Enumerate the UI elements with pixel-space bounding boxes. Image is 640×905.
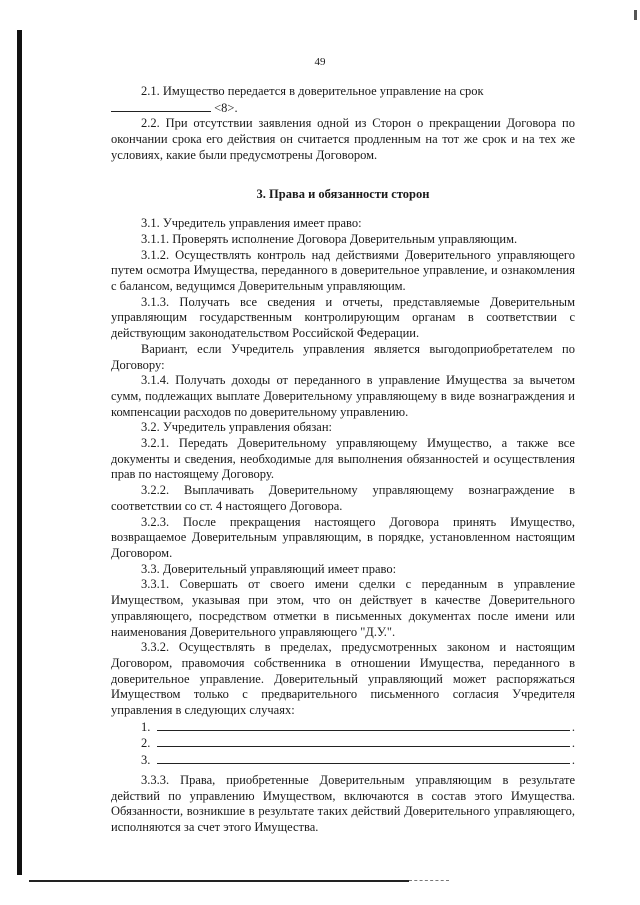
clause-2-2: 2.2. При отсутствии заявления одной из Сторон о прекращении Договора по окончании срока его действия он считается продленным на тот же срок и на тех же условиях, какие были предусмотрены Договором. [111, 116, 575, 162]
clause-3-2-1: 3.2.1. Передать Доверительному управляющему Имущество, а также все документы и сведения, необходимые для выполнения обязанностей и осуществления прав по настоящему Договору. [111, 436, 575, 482]
blank-fill-line [157, 752, 570, 764]
clause-3-1-2: 3.1.2. Осуществлять контроль над действиями Доверительного управляющего путем осмотра Имущества, переданного в доверительное управление, и ознакомления с балансом, ведущимся Доверительным управляющим. [111, 247, 575, 294]
blank-list-item [111, 719, 575, 736]
blank-fill-line [157, 719, 570, 731]
clause-2-1: 2.1. Имущество передается в доверительное управление на срок [141, 84, 484, 98]
blank-list-item [111, 735, 575, 752]
list-number: 1. [141, 719, 151, 734]
clause-3-1-1: 3.1.1. Проверять исполнение Договора Доверительным управляющим. [141, 231, 518, 246]
clause-2-1-term [111, 100, 575, 117]
list-number: 2. [141, 736, 151, 751]
clause-3-2: 3.2. Учредитель управления обязан: [141, 420, 332, 435]
list-end-dot: . [571, 719, 575, 734]
clause-3-3: 3.3. Доверительный управляющий имеет право: [141, 561, 397, 576]
document-body [111, 84, 575, 836]
footnote-ref: <8>. [214, 100, 238, 115]
clause-3-3-1: 3.3.1. Совершать от своего имени сделки с переданным в управление Имуществом, указывая при этом, что он действует в качестве Доверительного управляющего, посредством отметки в письменных документах после имени или наименования Доверительного управляющего "Д.У.". [111, 577, 575, 639]
list-end-dot: . [571, 753, 575, 768]
page-number: 49 [314, 56, 326, 68]
term-blank-line [111, 100, 211, 112]
clause-3-2-2: 3.2.2. Выплачивать Доверительному управляющему вознаграждение в соответствии со ст. 4 настоящего Договора. [111, 483, 575, 513]
clause-3-1-3: 3.1.3. Получать все сведения и отчеты, представляемые Доверительным управляющим государственным контролирующим органам в соответствии с действующим законодательством Российской Федерации. [111, 294, 575, 341]
list-end-dot: . [571, 736, 575, 751]
footer-rule [29, 880, 409, 882]
section-heading: 3. Права и обязанности сторон [256, 186, 430, 201]
clause-3-3-3: 3.3.3. Права, приобретенные Доверительным управляющим в результате действий по управлению Имуществом, включаются в состав этого Имущества. Обязанности, возникшие в результате таких действий Доверительного управляющего, исполняются за счет этого Имущества. [111, 772, 575, 834]
clause-3-1-4: 3.1.4. Получать доходы от переданного в управление Имущества за вычетом сумм, подлежащих выплате Доверительному управляющему в виде вознаграждения и компенсации расходов по доверительному управлению. [111, 373, 575, 419]
clause-3-3-2: 3.3.2. Осуществлять в пределах, предусмотренных законом и настоящим Договором, правомочия собственника в отношении Имущества, переданного в доверительное управление. Доверительный управляющий может распоряжаться Имуществом только с предварительного письменного согласия Учредителя управления в следующих случаях: [111, 640, 575, 718]
scan-edge-mark [634, 10, 637, 20]
variant-note: Вариант, если Учредитель управления является выгодоприобретателем по Договору: [111, 341, 575, 372]
list-number: 3. [141, 753, 151, 768]
blank-list-item [111, 752, 575, 769]
clause-3-2-3: 3.2.3. После прекращения настоящего Договора принять Имущество, возвращаемое Доверительным управляющим, в порядке, установленном настоящим Договором. [111, 514, 575, 560]
blank-fill-line [157, 735, 570, 747]
clause-3-1: 3.1. Учредитель управления имеет право: [141, 216, 362, 231]
scan-edge-bar [17, 30, 22, 875]
